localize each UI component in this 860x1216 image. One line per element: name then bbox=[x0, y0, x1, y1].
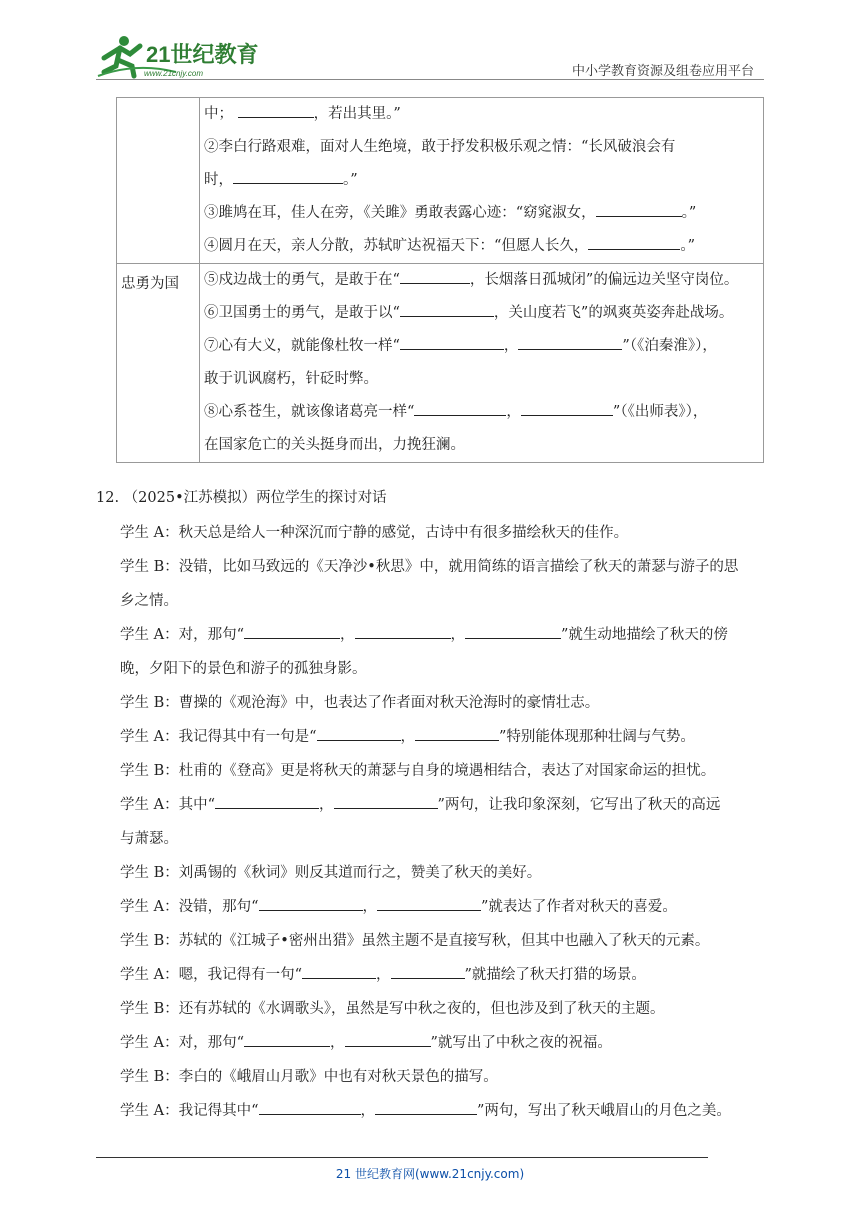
answer-blank[interactable] bbox=[400, 334, 504, 350]
answer-blank[interactable] bbox=[465, 623, 561, 639]
verse-table bbox=[116, 97, 764, 463]
dialogue-line: 晚，夕阳下的景色和游子的孤独身影。 bbox=[120, 661, 367, 677]
answer-blank[interactable] bbox=[259, 1099, 361, 1115]
answer-blank[interactable] bbox=[259, 895, 363, 911]
list-item: ②李白行路艰难，面对人生绝境，敢于抒发积极乐观之情：“长风破浪会有 bbox=[204, 139, 676, 155]
list-item: 在国家危亡的关头挺身而出，力挽狂澜。 bbox=[204, 437, 465, 453]
answer-blank[interactable] bbox=[233, 168, 343, 184]
answer-blank[interactable] bbox=[400, 301, 494, 317]
list-item: ⑤戍边战士的勇气，是敢于在“ ，长烟落日孤城闭”的偏远边关坚守岗位。 bbox=[204, 264, 759, 297]
list-item: 中； ，若出其里。” bbox=[204, 98, 759, 131]
dialogue-line: 学生 B：苏轼的《江城子•密州出猎》虽然主题不是直接写秋，但其中也融入了秋天的元素。 bbox=[120, 933, 710, 949]
items-cell bbox=[200, 264, 764, 463]
answer-blank[interactable] bbox=[317, 725, 401, 741]
dialogue-line: 学生 A：我记得其中有一句是“ ， ”特别能体现那种壮阔与气势。 bbox=[120, 725, 695, 746]
dialogue-line: 学生 A：对，那句“ ， ， ”就生动地描绘了秋天的傍 bbox=[120, 623, 728, 644]
dialogue-line: 学生 B：刘禹锡的《秋词》则反其道而行之，赞美了秋天的美好。 bbox=[120, 865, 542, 881]
svg-text:21世纪教育: 21世纪教育 bbox=[146, 42, 259, 67]
answer-blank[interactable] bbox=[414, 400, 506, 416]
dialogue-line: 学生 A：没错，那句“ ， ”就表达了作者对秋天的喜爱。 bbox=[120, 895, 677, 916]
answer-blank[interactable] bbox=[377, 895, 481, 911]
answer-blank[interactable] bbox=[355, 623, 451, 639]
answer-blank[interactable] bbox=[244, 1031, 330, 1047]
list-item: ⑧心系苍生，就该像诸葛亮一样“ ， ”（《出师表》）， bbox=[204, 396, 759, 429]
table-row bbox=[117, 264, 764, 463]
category-cell bbox=[117, 98, 200, 264]
dialogue-line: 与萧瑟。 bbox=[120, 831, 178, 847]
dialogue-line: 学生 A：我记得其中“ ， ”两句，写出了秋天峨眉山的月色之美。 bbox=[120, 1099, 731, 1120]
answer-blank[interactable] bbox=[518, 334, 622, 350]
dialogue-line: 学生 B：还有苏轼的《水调歌头》，虽然是写中秋之夜的，但也涉及到了秋天的主题。 bbox=[120, 1001, 665, 1017]
dialogue-line: 学生 A：其中“ ， ”两句，让我印象深刻，它写出了秋天的高远 bbox=[120, 793, 720, 814]
dialogue-line: 学生 B：李白的《峨眉山月歌》中也有对秋天景色的描写。 bbox=[120, 1069, 498, 1085]
answer-blank[interactable] bbox=[400, 268, 470, 284]
runner-logo-icon bbox=[96, 32, 266, 80]
answer-blank[interactable] bbox=[588, 234, 680, 250]
list-item: 敢于讥讽腐朽，针砭时弊。 bbox=[204, 371, 378, 387]
list-item: ③雎鸠在耳，佳人在旁，《关雎》勇敢表露心迹：“窈窕淑女， 。” bbox=[204, 197, 759, 230]
answer-blank[interactable] bbox=[334, 793, 438, 809]
answer-blank[interactable] bbox=[302, 963, 376, 979]
site-logo bbox=[96, 32, 266, 80]
footer-divider bbox=[96, 1157, 708, 1158]
dialogue-line: 学生 A：秋天总是给人一种深沉而宁静的感觉，古诗中有很多描绘秋天的佳作。 bbox=[120, 525, 629, 541]
category-cell: 忠勇为国 bbox=[117, 264, 200, 463]
list-item: ⑦心有大义，就能像杜牧一样“ ， ”（《泊秦淮》）， bbox=[204, 330, 759, 363]
page-header bbox=[96, 32, 764, 80]
answer-blank[interactable] bbox=[345, 1031, 431, 1047]
header-divider bbox=[96, 79, 764, 80]
dialogue-line: 学生 B：没错，比如马致远的《天净沙•秋思》中，就用简练的语言描绘了秋天的萧瑟与游子的思 bbox=[120, 559, 739, 575]
platform-name: 中小学教育资源及组卷应用平台 bbox=[571, 64, 754, 79]
question-title: 12. （2025•江苏模拟）两位学生的探讨对话 bbox=[96, 490, 387, 506]
table-row bbox=[117, 98, 764, 264]
dialogue-line: 学生 A：对，那句“ ， ”就写出了中秋之夜的祝福。 bbox=[120, 1031, 612, 1052]
svg-text:www.21cnjy.com: www.21cnjy.com bbox=[144, 69, 203, 78]
dialogue-line: 学生 B：杜甫的《登高》更是将秋天的萧瑟与自身的境遇相结合，表达了对国家命运的担忧。 bbox=[120, 763, 716, 779]
items-cell bbox=[200, 98, 764, 264]
answer-blank[interactable] bbox=[415, 725, 499, 741]
dialogue-line: 乡之情。 bbox=[120, 593, 178, 609]
list-item: 时， 。” bbox=[204, 164, 759, 197]
dialogue-line: 学生 A：嗯，我记得有一句“ ， ”就描绘了秋天打猎的场景。 bbox=[120, 963, 646, 984]
answer-blank[interactable] bbox=[244, 623, 340, 639]
answer-blank[interactable] bbox=[238, 102, 314, 118]
list-item: ④圆月在天，亲人分散，苏轼旷达祝福天下：“但愿人长久， 。” bbox=[204, 230, 759, 263]
dialogue-line: 学生 B：曹操的《观沧海》中，也表达了作者面对秋天沧海时的豪情壮志。 bbox=[120, 695, 600, 711]
page-footer[interactable]: 21 世纪教育网(www.21cnjy.com) bbox=[335, 1167, 525, 1181]
answer-blank[interactable] bbox=[215, 793, 319, 809]
answer-blank[interactable] bbox=[521, 400, 613, 416]
answer-blank[interactable] bbox=[596, 201, 682, 217]
answer-blank[interactable] bbox=[375, 1099, 477, 1115]
answer-blank[interactable] bbox=[391, 963, 465, 979]
list-item: ⑥卫国勇士的勇气，是敢于以“ ，关山度若飞”的飒爽英姿奔赴战场。 bbox=[204, 297, 759, 330]
